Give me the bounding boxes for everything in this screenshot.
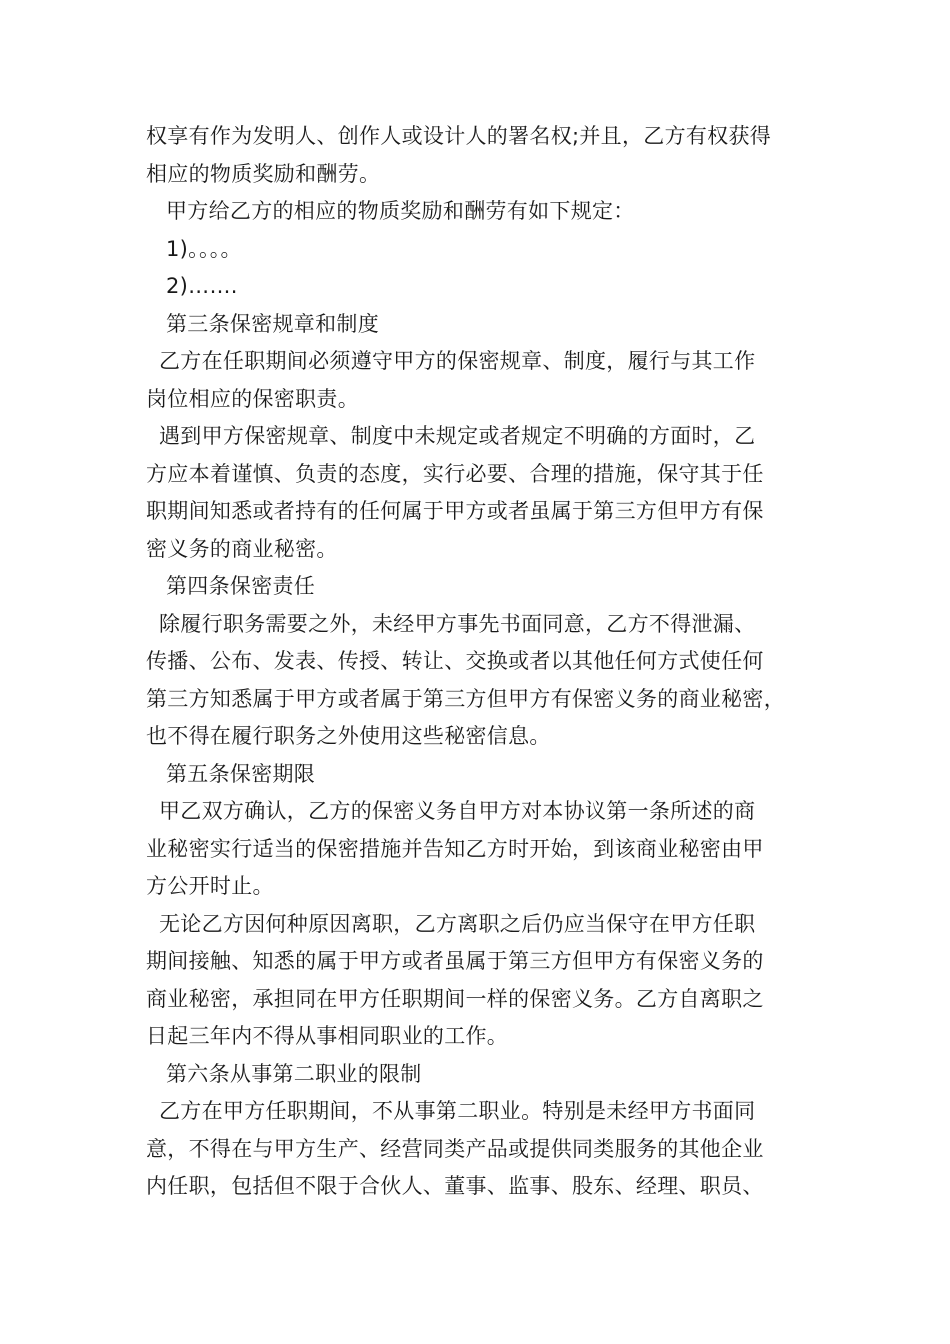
- text-line: 第五条保密期限: [166, 761, 316, 786]
- text-line: 岗位相应的保密职责。: [146, 386, 359, 411]
- text-line: 职期间知悉或者持有的任何属于甲方或者虽属于第三方但甲方有保: [146, 499, 764, 523]
- text-line: 甲方给乙方的相应的物质奖励和酬劳有如下规定：: [166, 199, 635, 223]
- text-line: 商业秘密，承担同在甲方任职期间一样的保密义务。乙方自离职之: [146, 986, 764, 1011]
- text-line: 乙方在任职期间必须遵守甲方的保密规章、制度，履行与其工作: [159, 349, 756, 373]
- text-line: 相应的物质奖励和酬劳。: [146, 161, 381, 186]
- text-line: 权享有作为发明人、创作人或设计人的署名权;并且，乙方有权获得: [146, 124, 772, 148]
- text-line: 密义务的商业秘密。: [146, 536, 338, 561]
- text-line: 无论乙方因何种原因离职，乙方离职之后仍应当保守在甲方任职: [159, 911, 756, 936]
- text-line: 2)…….: [166, 274, 238, 298]
- document-body: [146, 118, 836, 1206]
- text-line: 也不得在履行职务之外使用这些秘密信息。: [146, 724, 551, 748]
- text-line: 除履行职务需要之外，未经甲方事先书面同意，乙方不得泄漏、: [159, 611, 756, 636]
- text-line: 方应本着谨慎、负责的态度，实行必要、合理的措施，保守其于任: [146, 461, 764, 486]
- text-line: 第六条从事第二职业的限制: [166, 1061, 422, 1086]
- text-line: 业秘密实行适当的保密措施并告知乙方时开始，到该商业秘密由甲: [146, 836, 764, 861]
- text-line: 方公开时止。: [146, 874, 274, 898]
- text-line: 甲乙双方确认，乙方的保密义务自甲方对本协议第一条所述的商: [159, 799, 756, 823]
- text-line: 传播、公布、发表、传授、转让、交换或者以其他任何方式使任何: [146, 649, 764, 673]
- text-line: 第三条保密规章和制度: [166, 311, 379, 336]
- text-line: 遇到甲方保密规章、制度中未规定或者规定不明确的方面时，乙: [159, 424, 756, 448]
- text-line: 第四条保密责任: [166, 574, 316, 598]
- text-line: 意，不得在与甲方生产、经营同类产品或提供同类服务的其他企业: [146, 1136, 764, 1161]
- text-line: 乙方在甲方任职期间，不从事第二职业。特别是未经甲方书面同: [159, 1099, 756, 1123]
- text-line: 期间接触、知悉的属于甲方或者虽属于第三方但甲方有保密义务的: [146, 949, 764, 973]
- text-line: 日起三年内不得从事相同职业的工作。: [146, 1024, 509, 1048]
- text-line: 第三方知悉属于甲方或者属于第三方但甲方有保密义务的商业秘密，: [146, 686, 785, 711]
- text-line: 内任职，包括但不限于合伙人、董事、监事、股东、经理、职员、: [146, 1174, 764, 1198]
- text-line: 1)。。。。: [166, 236, 242, 261]
